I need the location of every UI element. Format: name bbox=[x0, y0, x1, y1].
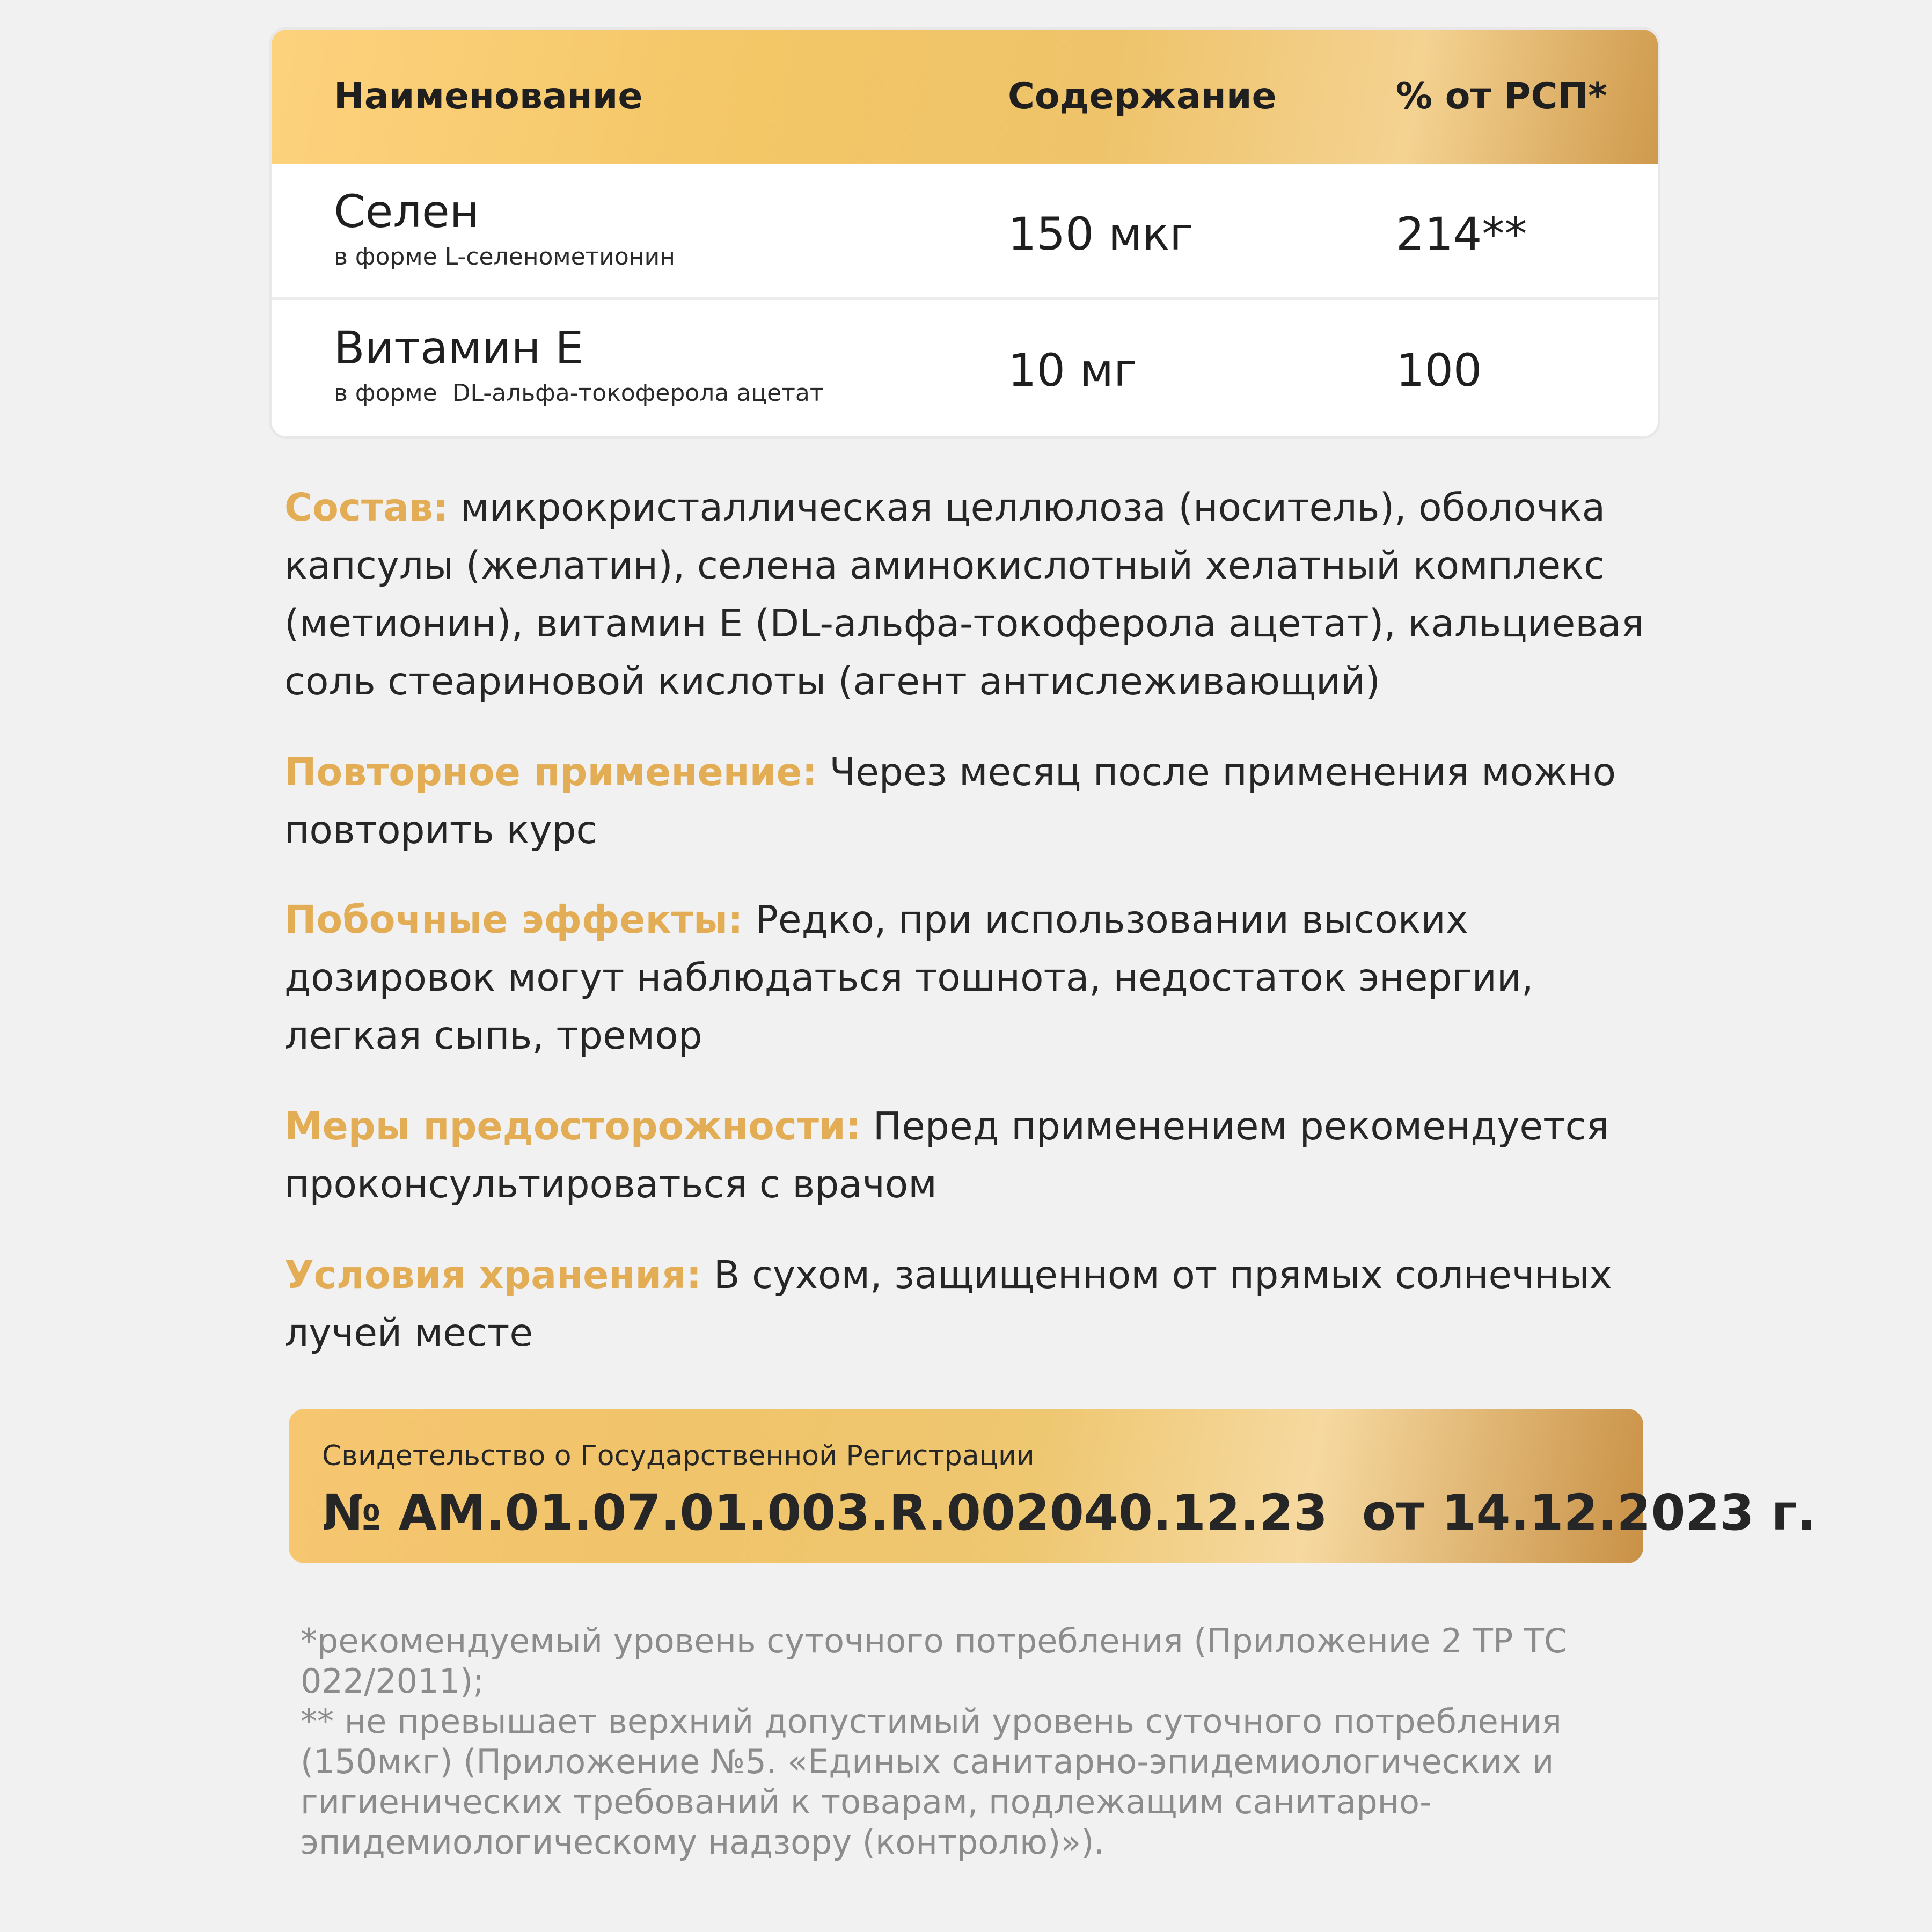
ingredient-name: Витамин Е bbox=[334, 321, 584, 374]
storage-paragraph bbox=[284, 1246, 1648, 1362]
registration-title: Свидетельство о Государственной Регистрации bbox=[322, 1440, 1035, 1472]
table-row bbox=[272, 300, 1658, 436]
footnote-rsp: *рекомендуемый уровень суточного потребления (Приложение 2 ТР ТС 022/2011); bbox=[301, 1621, 1568, 1701]
registration-banner bbox=[289, 1409, 1816, 1563]
composition-text: микрокристаллическая целлюлоза (носитель), оболочка капсулы (желатин), селена аминокислотный хелатный комплекс (метионин), витамин Е (DL-альфа-токоферола ацетат), кальциевая соль стеариновой кислоты (агент антислеживающий) bbox=[284, 485, 1644, 704]
footnote-upper-limit: ** не превышает верхний допустимый уровень суточного потребления (150мкг) (Приложение №5. «Единых санитарно-эпидемиологических и гигиенических требований к товарам, подлежащим санитарно-эпидемиологическому надзору (контролю)»). bbox=[301, 1702, 1562, 1862]
header-content: Содержание bbox=[1008, 75, 1277, 118]
registration-number: № AM.01.07.01.003.R.002040.12.23 от 14.12.2023 г. bbox=[322, 1484, 1816, 1541]
ingredient-percent: 214** bbox=[1396, 208, 1527, 260]
composition-table bbox=[272, 30, 1658, 436]
precautions-text: Перед применением рекомендуется проконсультироваться с врачом bbox=[284, 1104, 1609, 1206]
side-effects-text: Редко, при использовании высоких дозировок могут наблюдаться тошнота, недостаток энергии, легкая сыпь, тремор bbox=[284, 897, 1534, 1058]
side-effects-label: Побочные эффекты: bbox=[284, 897, 743, 942]
ingredient-percent: 100 bbox=[1396, 344, 1482, 397]
side-effects-paragraph bbox=[284, 891, 1648, 1065]
repeat-use-label: Повторное применение: bbox=[284, 750, 817, 794]
precautions-label: Меры предосторожности: bbox=[284, 1104, 861, 1148]
header-name: Наименование bbox=[334, 75, 643, 118]
header-percent: % от РСП* bbox=[1396, 75, 1607, 118]
storage-label: Условия хранения: bbox=[284, 1253, 702, 1297]
table-header bbox=[272, 30, 1658, 164]
table-row bbox=[272, 164, 1658, 297]
ingredient-form: в форме L-селенометионин bbox=[334, 243, 675, 270]
composition-paragraph bbox=[284, 479, 1648, 711]
composition-label: Состав: bbox=[284, 485, 449, 530]
precautions-paragraph bbox=[284, 1097, 1648, 1213]
ingredient-name: Селен bbox=[334, 185, 479, 238]
storage-text: В сухом, защищенном от прямых солнечных лучей месте bbox=[284, 1253, 1612, 1355]
ingredient-content: 150 мкг bbox=[1008, 208, 1194, 260]
repeat-use-text: Через месяц после применения можно повторить курс bbox=[284, 750, 1616, 852]
ingredient-form: в форме DL-альфа-токоферола ацетат bbox=[334, 379, 824, 407]
ingredient-content: 10 мг bbox=[1008, 344, 1138, 397]
repeat-use-paragraph bbox=[284, 743, 1648, 859]
